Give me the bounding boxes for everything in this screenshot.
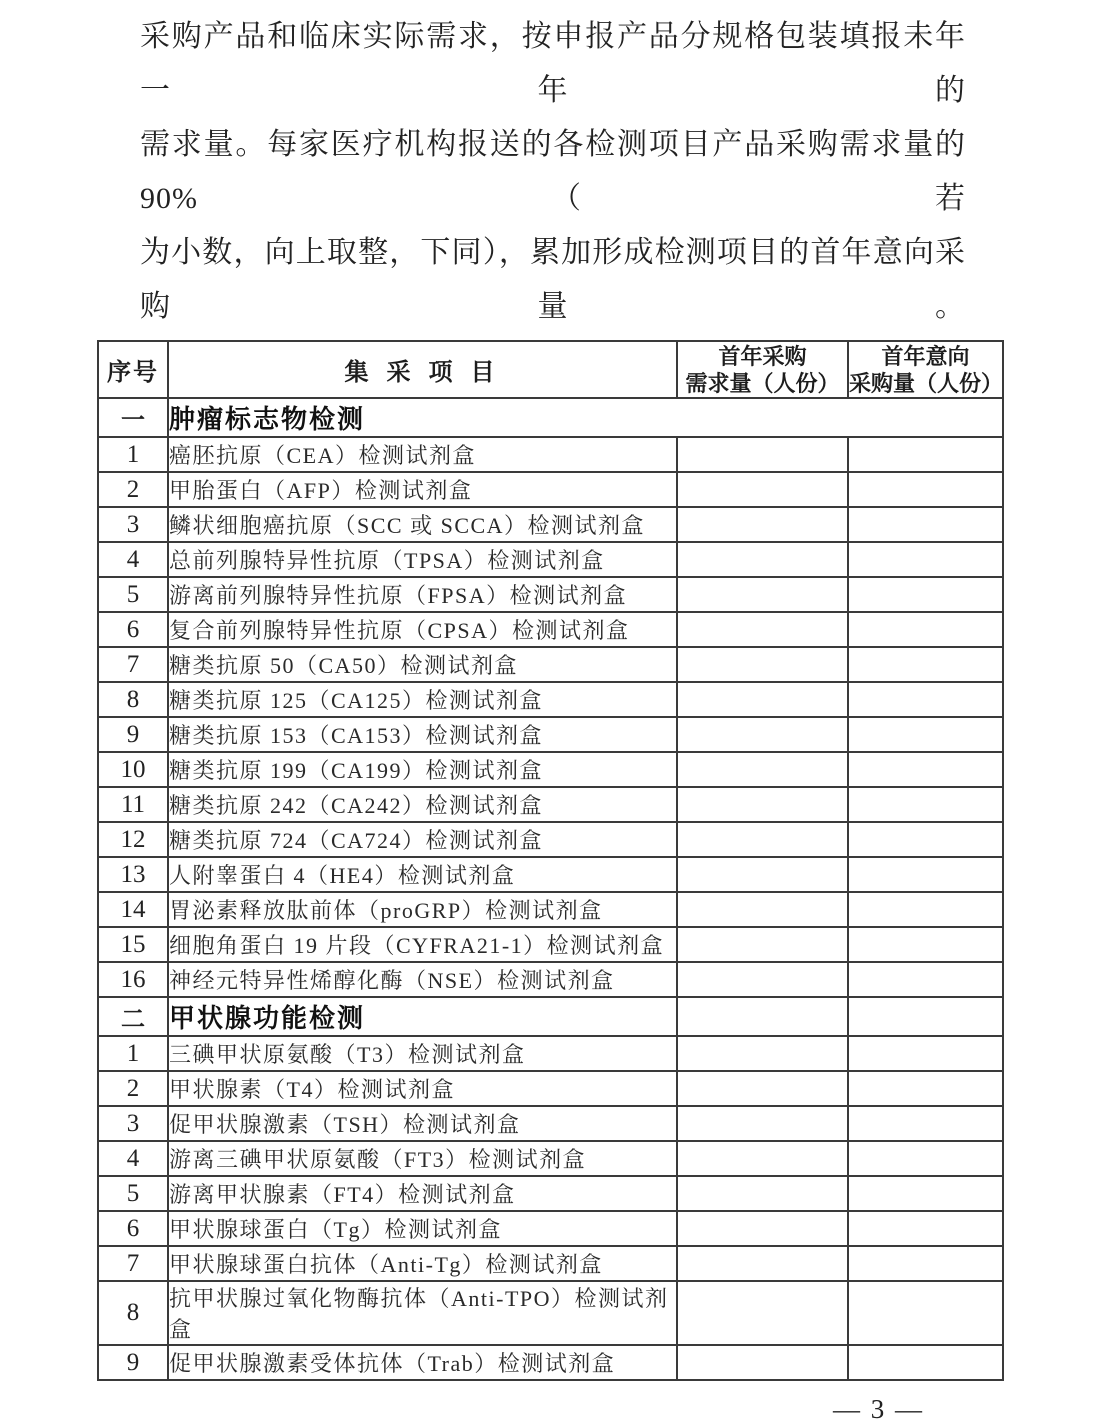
procurement-table <box>97 340 1004 1381</box>
item-name: 甲状腺素（T4）检测试剂盒 <box>168 1071 677 1106</box>
item-intent-cell <box>848 1246 1003 1281</box>
item-name: 糖类抗原 50（CA50）检测试剂盒 <box>168 647 677 682</box>
item-intent-cell <box>848 857 1003 892</box>
item-intent-cell <box>848 647 1003 682</box>
col-header-intent-line1: 首年意向 <box>881 343 970 369</box>
document-page <box>0 10 1102 1424</box>
section-row <box>98 997 1003 1036</box>
item-number: 12 <box>98 822 168 857</box>
item-number: 4 <box>98 542 168 577</box>
item-name: 糖类抗原 125（CA125）检测试剂盒 <box>168 682 677 717</box>
item-name: 总前列腺特异性抗原（TPSA）检测试剂盒 <box>168 542 677 577</box>
section-row <box>98 398 1003 437</box>
item-demand-cell <box>677 857 848 892</box>
item-name: 细胞角蛋白 19 片段（CYFRA21-1）检测试剂盒 <box>168 927 677 962</box>
item-name: 甲状腺球蛋白抗体（Anti-Tg）检测试剂盒 <box>168 1246 677 1281</box>
item-demand-cell <box>677 717 848 752</box>
item-demand-cell <box>677 787 848 822</box>
item-number: 9 <box>98 1345 168 1380</box>
item-number: 8 <box>98 1281 168 1345</box>
item-intent-cell <box>848 962 1003 997</box>
item-row <box>98 1036 1003 1071</box>
item-row <box>98 927 1003 962</box>
item-number: 14 <box>98 892 168 927</box>
item-intent-cell <box>848 472 1003 507</box>
item-demand-cell <box>677 1345 848 1380</box>
item-name: 甲状腺球蛋白（Tg）检测试剂盒 <box>168 1211 677 1246</box>
item-number: 3 <box>98 507 168 542</box>
item-name: 糖类抗原 153（CA153）检测试剂盒 <box>168 717 677 752</box>
item-row <box>98 542 1003 577</box>
item-demand-cell <box>677 507 848 542</box>
item-name: 促甲状腺激素（TSH）检测试剂盒 <box>168 1106 677 1141</box>
item-number: 2 <box>98 472 168 507</box>
item-number: 13 <box>98 857 168 892</box>
item-row <box>98 857 1003 892</box>
col-header-first-year-demand <box>677 341 848 398</box>
item-number: 10 <box>98 752 168 787</box>
item-row <box>98 1176 1003 1211</box>
item-intent-cell <box>848 822 1003 857</box>
item-demand-cell <box>677 927 848 962</box>
item-row <box>98 1071 1003 1106</box>
item-name: 胃泌素释放肽前体（proGRP）检测试剂盒 <box>168 892 677 927</box>
section-number: 一 <box>98 398 168 437</box>
item-row <box>98 1211 1003 1246</box>
item-demand-cell <box>677 822 848 857</box>
item-row <box>98 472 1003 507</box>
item-number: 8 <box>98 682 168 717</box>
item-name: 人附睾蛋白 4（HE4）检测试剂盒 <box>168 857 677 892</box>
item-intent-cell <box>848 752 1003 787</box>
section-number: 二 <box>98 997 168 1036</box>
item-intent-cell <box>848 542 1003 577</box>
item-row <box>98 1106 1003 1141</box>
item-number: 1 <box>98 1036 168 1071</box>
item-demand-cell <box>677 892 848 927</box>
item-demand-cell <box>677 1246 848 1281</box>
item-demand-cell <box>677 577 848 612</box>
item-intent-cell <box>848 612 1003 647</box>
col-header-first-year-intent <box>848 341 1003 398</box>
item-demand-cell <box>677 472 848 507</box>
item-name: 糖类抗原 199（CA199）检测试剂盒 <box>168 752 677 787</box>
item-intent-cell <box>848 1211 1003 1246</box>
item-intent-cell <box>848 717 1003 752</box>
item-intent-cell <box>848 1071 1003 1106</box>
item-name: 促甲状腺激素受体抗体（Trab）检测试剂盒 <box>168 1345 677 1380</box>
item-intent-cell <box>848 1036 1003 1071</box>
item-intent-cell <box>848 1281 1003 1345</box>
item-row <box>98 822 1003 857</box>
col-header-demand-line1: 首年采购 <box>718 343 807 369</box>
item-name: 游离甲状腺素（FT4）检测试剂盒 <box>168 1176 677 1211</box>
item-row <box>98 1281 1003 1345</box>
item-intent-cell <box>848 1141 1003 1176</box>
item-demand-cell <box>677 437 848 472</box>
item-name: 鳞状细胞癌抗原（SCC 或 SCCA）检测试剂盒 <box>168 507 677 542</box>
item-demand-cell <box>677 1071 848 1106</box>
item-name: 甲胎蛋白（AFP）检测试剂盒 <box>168 472 677 507</box>
item-name: 复合前列腺特异性抗原（CPSA）检测试剂盒 <box>168 612 677 647</box>
item-intent-cell <box>848 507 1003 542</box>
item-row <box>98 682 1003 717</box>
item-number: 7 <box>98 1246 168 1281</box>
item-row <box>98 577 1003 612</box>
item-demand-cell <box>677 647 848 682</box>
section-title: 肿瘤标志物检测 <box>168 398 1003 437</box>
item-demand-cell <box>677 1141 848 1176</box>
col-header-project: 集 采 项 目 <box>168 341 677 398</box>
col-header-demand-line2: 需求量（人份） <box>685 370 840 396</box>
item-demand-cell <box>677 682 848 717</box>
item-demand-cell <box>677 1106 848 1141</box>
item-name: 糖类抗原 724（CA724）检测试剂盒 <box>168 822 677 857</box>
item-demand-cell <box>677 1176 848 1211</box>
intro-line-1: 采购产品和临床实际需求，按申报产品分规格包装填报未年一年的 <box>140 20 966 107</box>
item-intent-cell <box>848 1345 1003 1380</box>
item-name: 抗甲状腺过氧化物酶抗体（Anti-TPO）检测试剂盒 <box>168 1281 677 1345</box>
item-intent-cell <box>848 787 1003 822</box>
item-row <box>98 507 1003 542</box>
item-number: 3 <box>98 1106 168 1141</box>
item-name: 游离前列腺特异性抗原（FPSA）检测试剂盒 <box>168 577 677 612</box>
item-name: 糖类抗原 242（CA242）检测试剂盒 <box>168 787 677 822</box>
item-number: 4 <box>98 1141 168 1176</box>
intro-line-3: 为小数，向上取整，下同），累加形成检测项目的首年意向采购量。 <box>140 236 966 323</box>
item-demand-cell <box>677 962 848 997</box>
section-title: 甲状腺功能检测 <box>168 997 677 1036</box>
item-name: 癌胚抗原（CEA）检测试剂盒 <box>168 437 677 472</box>
item-intent-cell <box>848 437 1003 472</box>
section-intent-cell <box>848 997 1003 1036</box>
item-demand-cell <box>677 612 848 647</box>
item-number: 6 <box>98 1211 168 1246</box>
item-row <box>98 892 1003 927</box>
table-header-row <box>98 341 1003 398</box>
item-intent-cell <box>848 927 1003 962</box>
item-row <box>98 1345 1003 1380</box>
item-number: 16 <box>98 962 168 997</box>
item-number: 6 <box>98 612 168 647</box>
item-row <box>98 717 1003 752</box>
item-name: 游离三碘甲状原氨酸（FT3）检测试剂盒 <box>168 1141 677 1176</box>
item-demand-cell <box>677 542 848 577</box>
item-demand-cell <box>677 752 848 787</box>
item-demand-cell <box>677 1211 848 1246</box>
item-row <box>98 437 1003 472</box>
item-intent-cell <box>848 1106 1003 1141</box>
item-number: 5 <box>98 1176 168 1211</box>
item-number: 15 <box>98 927 168 962</box>
page-number: — 3 — <box>833 1394 924 1424</box>
item-intent-cell <box>848 892 1003 927</box>
item-name: 三碘甲状原氨酸（T3）检测试剂盒 <box>168 1036 677 1071</box>
item-intent-cell <box>848 1176 1003 1211</box>
item-demand-cell <box>677 1036 848 1071</box>
section-demand-cell <box>677 997 848 1036</box>
item-demand-cell <box>677 1281 848 1345</box>
item-row <box>98 787 1003 822</box>
col-header-index: 序号 <box>98 341 168 398</box>
col-header-intent-line2: 采购量（人份） <box>849 370 1004 396</box>
item-row <box>98 1141 1003 1176</box>
item-row <box>98 612 1003 647</box>
item-name: 神经元特异性烯醇化酶（NSE）检测试剂盒 <box>168 962 677 997</box>
item-number: 2 <box>98 1071 168 1106</box>
item-number: 1 <box>98 437 168 472</box>
item-number: 9 <box>98 717 168 752</box>
intro-line-2: 需求量。每家医疗机构报送的各检测项目产品采购需求量的 90%（若 <box>140 128 966 215</box>
item-row <box>98 647 1003 682</box>
item-number: 5 <box>98 577 168 612</box>
item-number: 7 <box>98 647 168 682</box>
item-row <box>98 752 1003 787</box>
item-row <box>98 1246 1003 1281</box>
item-row <box>98 962 1003 997</box>
item-number: 11 <box>98 787 168 822</box>
item-intent-cell <box>848 682 1003 717</box>
item-intent-cell <box>848 577 1003 612</box>
intro-paragraph <box>140 10 966 334</box>
